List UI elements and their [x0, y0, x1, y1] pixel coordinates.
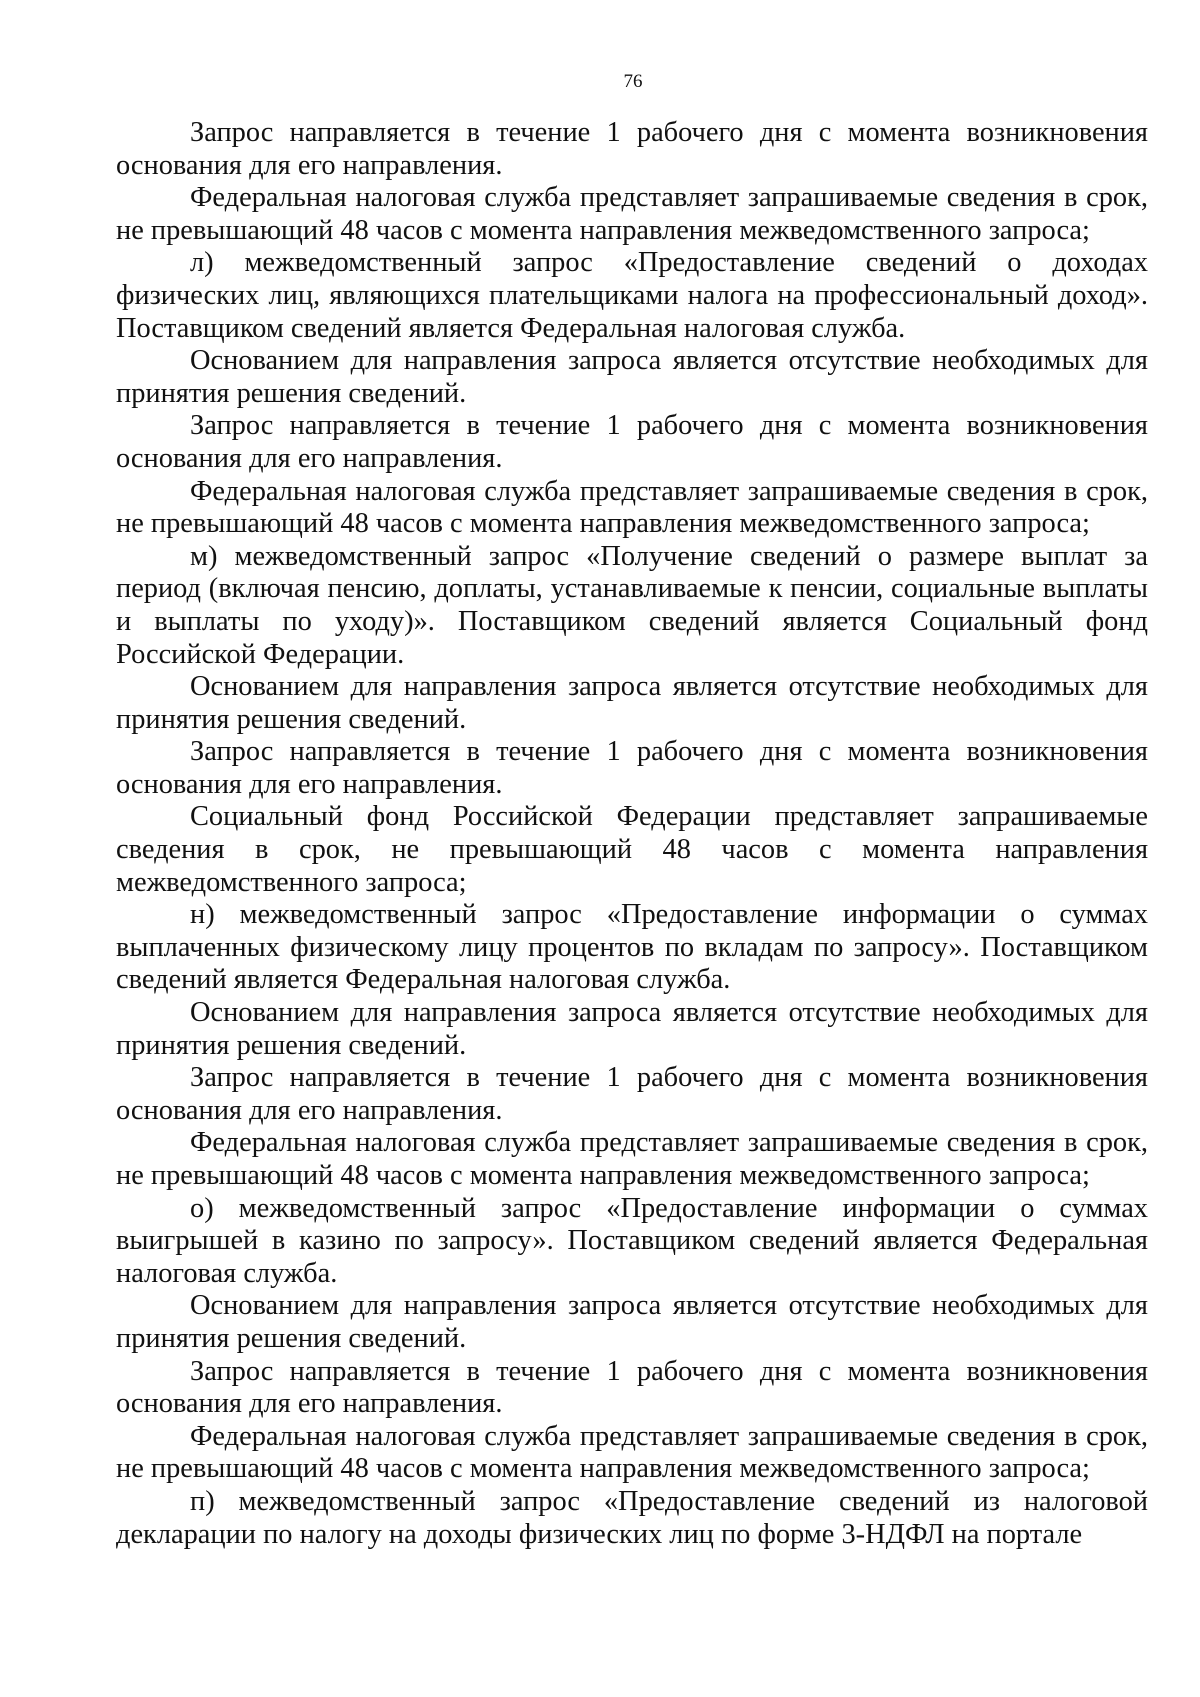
paragraph-request-timing: Запрос направляется в течение 1 рабочего дня с момента возникновения основания для его направления.	[116, 410, 1148, 474]
paragraph-request-timing: Запрос направляется в течение 1 рабочего дня с момента возникновения основания для его направления.	[116, 1355, 1148, 1420]
paragraph-response-deadline: Федеральная налоговая служба представляет запрашиваемые сведения в срок, не превышающий 48 часов с момента направления межведомственного запроса;	[116, 182, 1148, 246]
paragraph-request-basis: Основанием для направления запроса является отсутствие необходимых для принятия решения сведений.	[116, 345, 1148, 409]
paragraph-request-timing: Запрос направляется в течение 1 рабочего дня с момента возникновения основания для его направления.	[116, 1062, 1148, 1126]
paragraph-request-basis: Основанием для направления запроса является отсутствие необходимых для принятия решения сведений.	[116, 671, 1148, 735]
paragraph-request-basis: Основанием для направления запроса является отсутствие необходимых для принятия решения сведений.	[116, 997, 1148, 1061]
paragraph-response-deadline: Социальный фонд Российской Федерации представляет запрашиваемые сведения в срок, не превышающий 48 часов с момента направления межведомственного запроса;	[116, 801, 1148, 898]
paragraph-request-n: н) межведомственный запрос «Предоставление информации о суммах выплаченных физическому лицу процентов по вкладам по запросу». Поставщиком сведений является Федеральная налоговая служба.	[116, 899, 1148, 996]
paragraph-request-basis: Основанием для направления запроса является отсутствие необходимых для принятия решения сведений.	[116, 1290, 1148, 1354]
paragraph-request-timing: Запрос направляется в течение 1 рабочего дня с момента возникновения основания для его направления.	[116, 117, 1148, 181]
paragraph-request-l: л) межведомственный запрос «Предоставление сведений о доходах физических лиц, являющихся плательщиками налога на профессиональный доход». Поставщиком сведений является Федеральная налоговая служба.	[116, 247, 1148, 344]
paragraph-request-p: п) межведомственный запрос «Предоставление сведений из налоговой декларации по налогу на доходы физических лиц по форме 3-НДФЛ на портале	[116, 1485, 1148, 1550]
paragraph-response-deadline: Федеральная налоговая служба представляет запрашиваемые сведения в срок, не превышающий 48 часов с момента направления межведомственного запроса;	[116, 1420, 1148, 1485]
paragraph-response-deadline: Федеральная налоговая служба представляет запрашиваемые сведения в срок, не превышающий 48 часов с момента направления межведомственного запроса;	[116, 1127, 1148, 1191]
paragraph-request-m: м) межведомственный запрос «Получение сведений о размере выплат за период (включая пенсию, доплаты, устанавливаемые к пенсии, социальные выплаты и выплаты по уходу)». Поставщиком сведений является Социальный фонд Российской Федерации.	[116, 540, 1148, 670]
paragraph-request-o: о) межведомственный запрос «Предоставление информации о суммах выигрышей в казино по запросу». Поставщиком сведений является Федеральная налоговая служба.	[116, 1192, 1148, 1289]
paragraph-response-deadline: Федеральная налоговая служба представляет запрашиваемые сведения в срок, не превышающий 48 часов с момента направления межведомственного запроса;	[116, 475, 1148, 540]
document-body	[116, 117, 1148, 1551]
page-number: 76	[623, 71, 643, 92]
paragraph-request-timing: Запрос направляется в течение 1 рабочего дня с момента возникновения основания для его направления.	[116, 736, 1148, 800]
